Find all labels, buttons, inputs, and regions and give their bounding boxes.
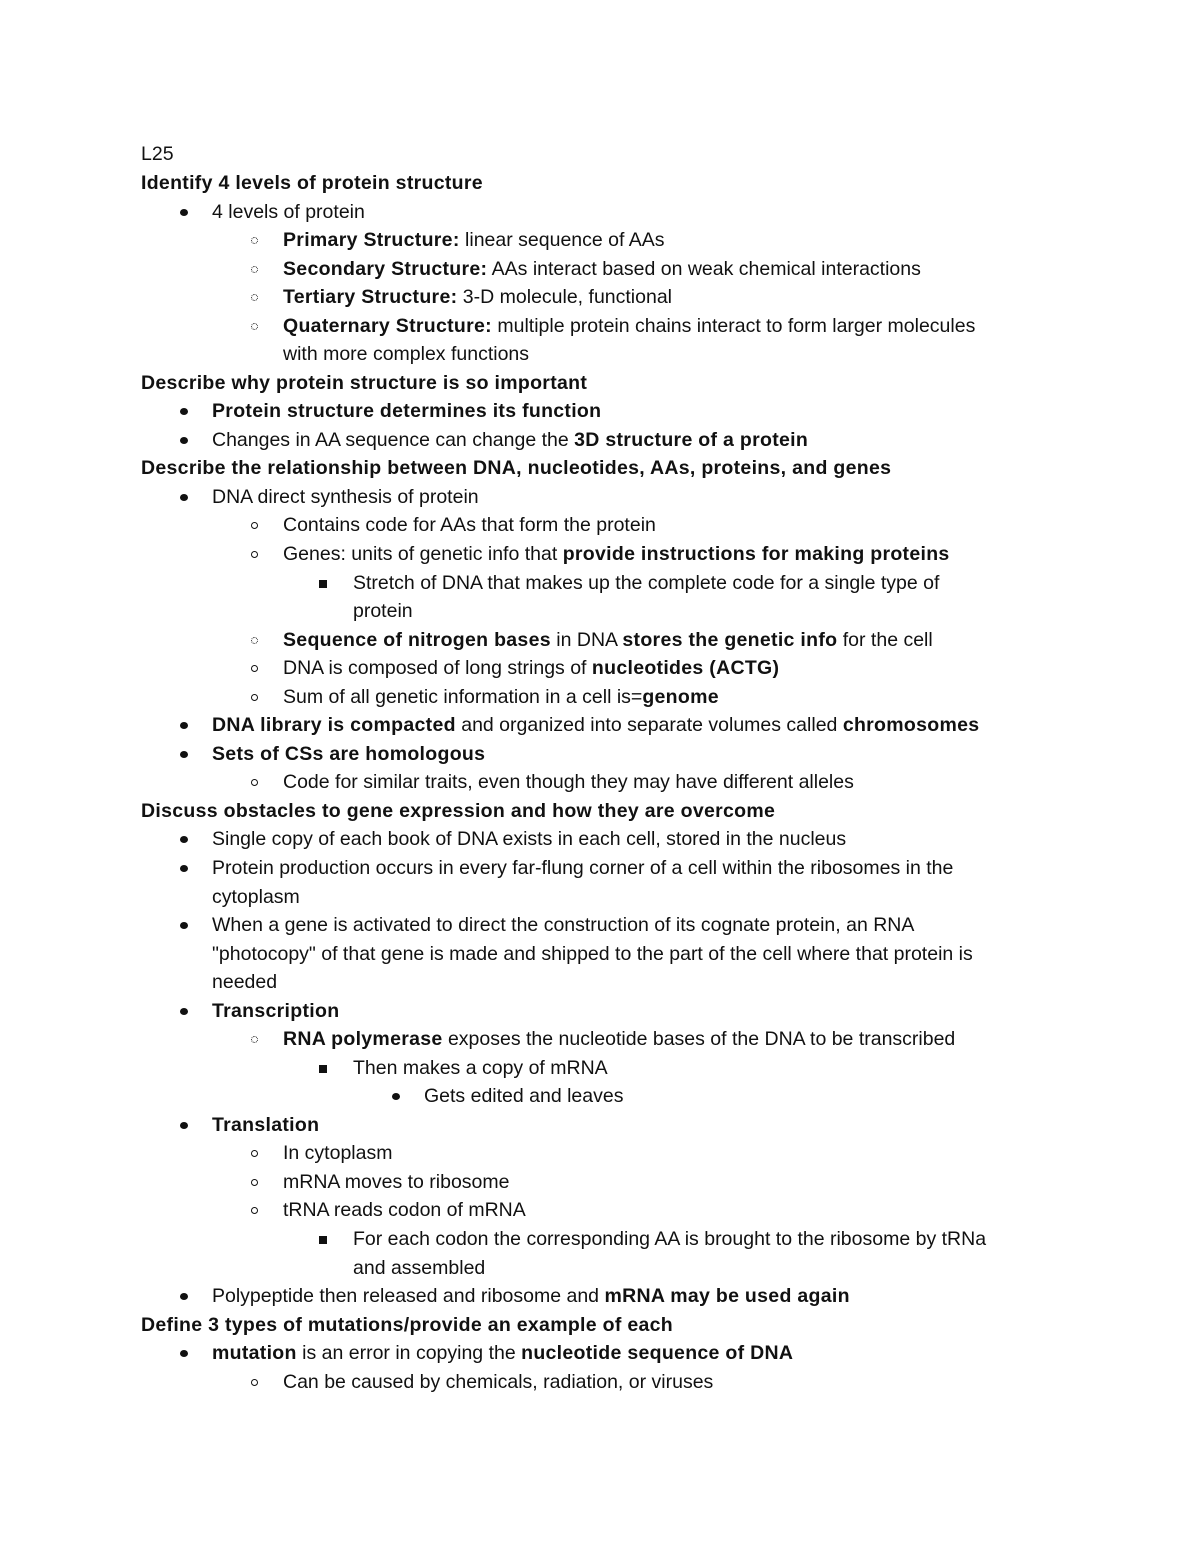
bold-text: chromosomes	[842, 714, 980, 736]
list-item-text	[212, 1113, 319, 1137]
text-run: cytoplasm	[212, 886, 300, 908]
bullet-dot-icon	[180, 865, 188, 872]
text-run: Then makes a copy of mRNA	[353, 1057, 608, 1079]
list-item-text	[212, 399, 601, 423]
list-item-text	[283, 1170, 510, 1194]
bold-text: genome	[642, 686, 719, 708]
text-run: exposes the nucleotide bases of the DNA to be transcribed	[442, 1028, 956, 1050]
bullet-circle-icon	[251, 665, 258, 672]
text-run: and assembled	[353, 1257, 486, 1279]
bullet-square-icon	[319, 580, 327, 588]
list-item-text	[283, 628, 933, 652]
text-run: Changes in AA sequence can change the	[212, 429, 575, 451]
section-heading-text: Define 3 types of mutations/provide an example of each	[141, 1314, 673, 1336]
list-item-text	[353, 599, 413, 623]
bullet-dot-icon	[180, 751, 188, 758]
bold-text: Sets of CSs are homologous	[212, 743, 486, 765]
bullet-circle-icon	[251, 694, 258, 701]
list-item-text	[283, 285, 672, 309]
bullet-circle-icon	[251, 1150, 258, 1157]
text-run: Contains code for AAs that form the protein	[283, 514, 656, 536]
bullet-dotted-circle-icon	[251, 237, 258, 244]
text-run: In cytoplasm	[283, 1142, 393, 1164]
bold-text: Primary Structure:	[283, 229, 460, 251]
list-item-text	[353, 1256, 485, 1280]
list-item-text	[212, 713, 979, 737]
list-item-text	[283, 1141, 392, 1165]
bullet-circle-icon	[251, 779, 258, 786]
bullet-dot-icon	[180, 1008, 188, 1015]
text-run: "photocopy" of that gene is made and shipped to the part of the cell where that protein is	[212, 943, 973, 965]
text-run: for the cell	[837, 629, 933, 651]
bold-text: Secondary Structure:	[283, 258, 488, 280]
list-item-text	[283, 513, 656, 537]
bullet-square-icon	[319, 1065, 327, 1073]
text-run: Can be caused by chemicals, radiation, or viruses	[283, 1371, 714, 1393]
bullet-circle-icon	[251, 551, 258, 558]
text-run: Single copy of each book of DNA exists in each cell, stored in the nucleus	[212, 828, 847, 850]
text-run: DNA direct synthesis of protein	[212, 486, 479, 508]
text-run: Polypeptide then released and ribosome and	[212, 1285, 605, 1307]
bullet-dotted-circle-icon	[251, 294, 258, 301]
bullet-dot-icon	[180, 1350, 188, 1357]
list-item-text	[283, 314, 975, 338]
bold-text: RNA polymerase	[283, 1028, 443, 1050]
bold-text: 3D structure of a protein	[574, 429, 809, 451]
bullet-dot-icon	[180, 209, 188, 216]
bold-text: provide instructions for making proteins	[562, 543, 950, 565]
text-run: mRNA moves to ribosome	[283, 1171, 510, 1193]
text-run: Stretch of DNA that makes up the complete code for a single type of	[353, 572, 940, 594]
list-item-text	[212, 913, 914, 937]
bullet-dot-icon	[180, 922, 188, 929]
list-item-text	[283, 770, 854, 794]
list-item-text	[353, 571, 939, 595]
bold-text: Tertiary Structure:	[283, 286, 458, 308]
list-item-text	[424, 1084, 623, 1108]
bold-text: stores the genetic info	[622, 629, 838, 651]
text-run: protein	[353, 600, 413, 622]
page-title-text: L25	[141, 143, 174, 165]
list-item-text	[212, 1341, 793, 1365]
section-heading-text: Describe why protein structure is so important	[141, 372, 588, 394]
bullet-circle-icon	[251, 522, 258, 529]
bullet-dotted-circle-icon	[251, 1036, 258, 1043]
list-item-text	[283, 257, 921, 281]
text-run: needed	[212, 971, 278, 993]
bold-text: DNA library is compacted	[212, 714, 456, 736]
bullet-dot-icon	[180, 1293, 188, 1300]
list-item-text	[212, 856, 953, 880]
text-run: and organized into separate volumes called	[455, 714, 843, 736]
bullet-square-icon	[319, 1236, 327, 1244]
list-item-text	[212, 742, 485, 766]
text-run: with more complex functions	[283, 343, 530, 365]
bullet-dotted-circle-icon	[251, 266, 258, 273]
bold-text: nucleotides (ACTG)	[591, 657, 780, 679]
list-item-text	[353, 1227, 986, 1251]
bold-text: Protein structure determines its function	[212, 400, 602, 422]
section-heading-text: Identify 4 levels of protein structure	[141, 172, 483, 194]
list-item-text	[212, 885, 300, 909]
bullet-circle-icon	[251, 1379, 258, 1386]
list-item-text	[283, 1370, 713, 1394]
text-run: multiple protein chains interact to form larger molecules	[491, 315, 976, 337]
bold-text: Transcription	[212, 1000, 340, 1022]
text-run: DNA is composed of long strings of	[283, 657, 592, 679]
list-item-text	[283, 342, 529, 366]
text-run: Gets edited and leaves	[424, 1085, 624, 1107]
bold-text: mRNA may be used again	[604, 1285, 850, 1307]
list-item-text	[353, 1056, 608, 1080]
text-run: Code for similar traits, even though they may have different alleles	[283, 771, 854, 793]
list-item-text	[212, 827, 846, 851]
bullet-dot-icon	[180, 836, 188, 843]
bullet-dotted-circle-icon	[251, 637, 258, 644]
text-run: For each codon the corresponding AA is brought to the ribosome by tRNa	[353, 1228, 987, 1250]
list-item-text	[283, 228, 665, 252]
bold-text: nucleotide sequence of DNA	[521, 1342, 794, 1364]
list-item-text	[212, 428, 808, 452]
text-run: in DNA	[550, 629, 623, 651]
text-run: AAs interact based on weak chemical interactions	[487, 258, 921, 280]
list-item-text	[212, 200, 365, 224]
bold-text: mutation	[212, 1342, 297, 1364]
text-run: 3-D molecule, functional	[457, 286, 672, 308]
bullet-dot-icon	[180, 408, 188, 415]
bold-text: Translation	[212, 1114, 320, 1136]
bullet-dot-icon	[180, 437, 188, 444]
text-run: tRNA reads codon of mRNA	[283, 1199, 526, 1221]
text-run: Protein production occurs in every far-flung corner of a cell within the ribosomes in the	[212, 857, 954, 879]
section-heading-text: Discuss obstacles to gene expression and how they are overcome	[141, 800, 776, 822]
text-run: is an error in copying the	[296, 1342, 522, 1364]
text-run: When a gene is activated to direct the construction of its cognate protein, an RNA	[212, 914, 915, 936]
list-item-text	[283, 1027, 955, 1051]
list-item-text	[212, 942, 973, 966]
text-run: Sum of all genetic information in a cell is=	[283, 686, 643, 708]
list-item-text	[212, 1284, 850, 1308]
section-heading-text: Describe the relationship between DNA, nucleotides, AAs, proteins, and genes	[141, 457, 892, 479]
list-item-text	[212, 970, 277, 994]
bold-text: Sequence of nitrogen bases	[283, 629, 551, 651]
list-item-text	[283, 1198, 526, 1222]
bullet-dotted-circle-icon	[251, 323, 258, 330]
bullet-dot-icon	[180, 1122, 188, 1129]
bullet-circle-icon	[251, 1207, 258, 1214]
list-item-text	[283, 656, 779, 680]
bullet-circle-icon	[251, 1179, 258, 1186]
list-item-text	[212, 999, 339, 1023]
bullet-dot-icon	[180, 494, 188, 501]
text-run: linear sequence of AAs	[459, 229, 665, 251]
list-item-text	[283, 542, 950, 566]
text-run: 4 levels of protein	[212, 201, 365, 223]
bullet-dot-icon	[392, 1093, 400, 1100]
bullet-dot-icon	[180, 722, 188, 729]
bold-text: Quaternary Structure:	[283, 315, 492, 337]
list-item-text	[283, 685, 719, 709]
text-run: Genes: units of genetic info that	[283, 543, 563, 565]
list-item-text	[212, 485, 479, 509]
